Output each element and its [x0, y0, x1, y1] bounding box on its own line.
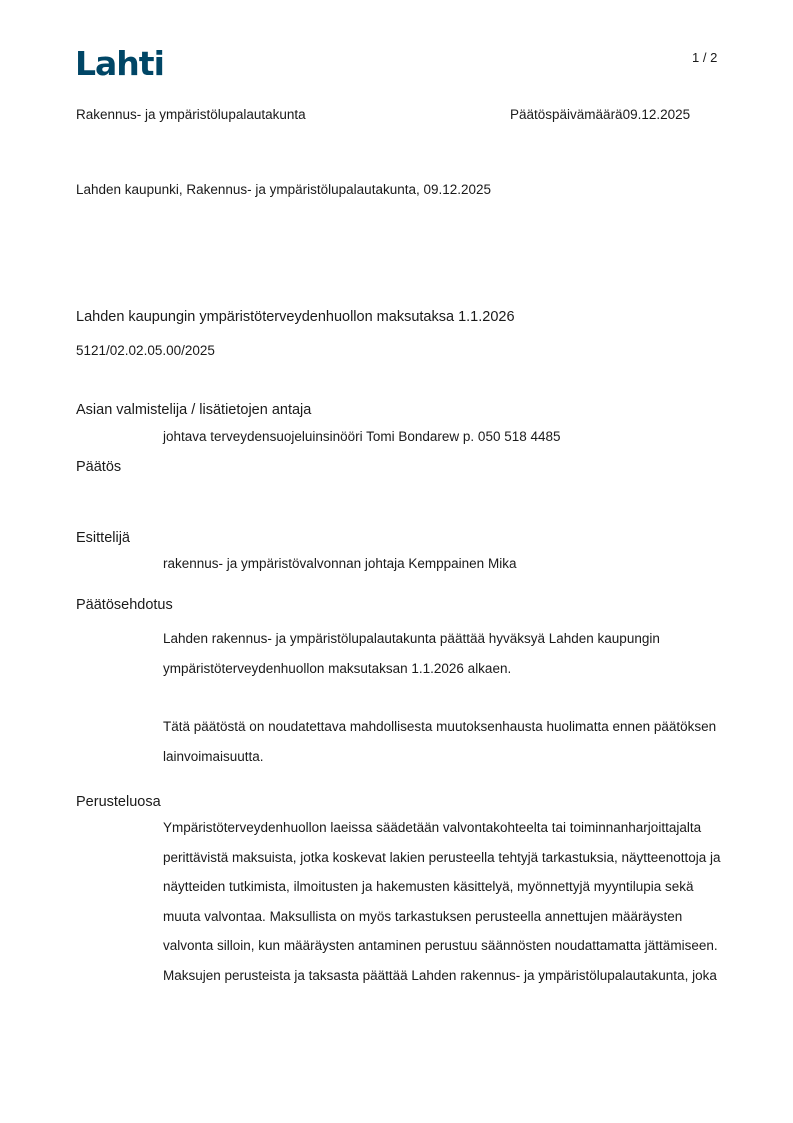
- lahti-logo: Lahti: [75, 44, 164, 83]
- grounds-text: Ympäristöterveydenhuollon laeissa säädetään valvontakohteelta tai toiminnanharjoittajalta perittävistä maksuista, jotka koskevat lakien perusteella tehtyjä tarkastuksia, näytteenottoja ja näytteiden tutkimista, ilmoitusten ja hakemusten käsittelyä, myönnettyjä myyntilupia sekä muuta valvontaa. Maksullista on myös tarkastuksen perusteella annettujen määräysten valvonta silloin, kun määräysten antaminen perustuu säännösten noudattamatta jättämiseen. Maksujen perusteista ja taksasta päättää Lahden rakennus- ja ympäristölupalautakunta, joka: [163, 820, 721, 983]
- preparer-heading: Asian valmistelija / lisätietojen antaja: [76, 402, 312, 418]
- preparer-text: johtava terveydensuojeluinsinööri Tomi Bondarew p. 050 518 4485: [163, 429, 561, 444]
- organ-name: Rakennus- ja ympäristölupalautakunta: [76, 107, 306, 122]
- presenter-heading: Esittelijä: [76, 530, 130, 546]
- proposal-paragraph-2: Tätä päätöstä on noudatettava mahdollisesta muutoksenhausta huolimatta ennen päätöksen lainvoimaisuutta.: [163, 719, 717, 764]
- proposal-paragraph-1: Lahden rakennus- ja ympäristölupalautakunta päättää hyväksyä Lahden kaupungin ympäristöterveydenhuollon maksutaksan 1.1.2026 alkaen.: [163, 631, 660, 676]
- decision-date: [510, 106, 690, 124]
- decision-date-label: Päätöspäivämäärä: [510, 107, 623, 122]
- presenter-text: rakennus- ja ympäristövalvonnan johtaja Kemppainen Mika: [163, 556, 517, 571]
- diary-number: 5121/02.02.05.00/2025: [76, 343, 215, 358]
- decision-heading: Päätös: [76, 459, 122, 475]
- grounds-heading: Perusteluosa: [76, 794, 161, 810]
- proposal-heading: Päätösehdotus: [76, 597, 173, 613]
- decision-date-value: 09.12.2025: [622, 107, 691, 122]
- meeting-line: Lahden kaupunki, Rakennus- ja ympäristölupalautakunta, 09.12.2025: [76, 182, 492, 197]
- matter-title: Lahden kaupungin ympäristöterveydenhuollon maksutaksa 1.1.2026: [76, 309, 515, 325]
- page-number: 1 / 2: [692, 50, 718, 65]
